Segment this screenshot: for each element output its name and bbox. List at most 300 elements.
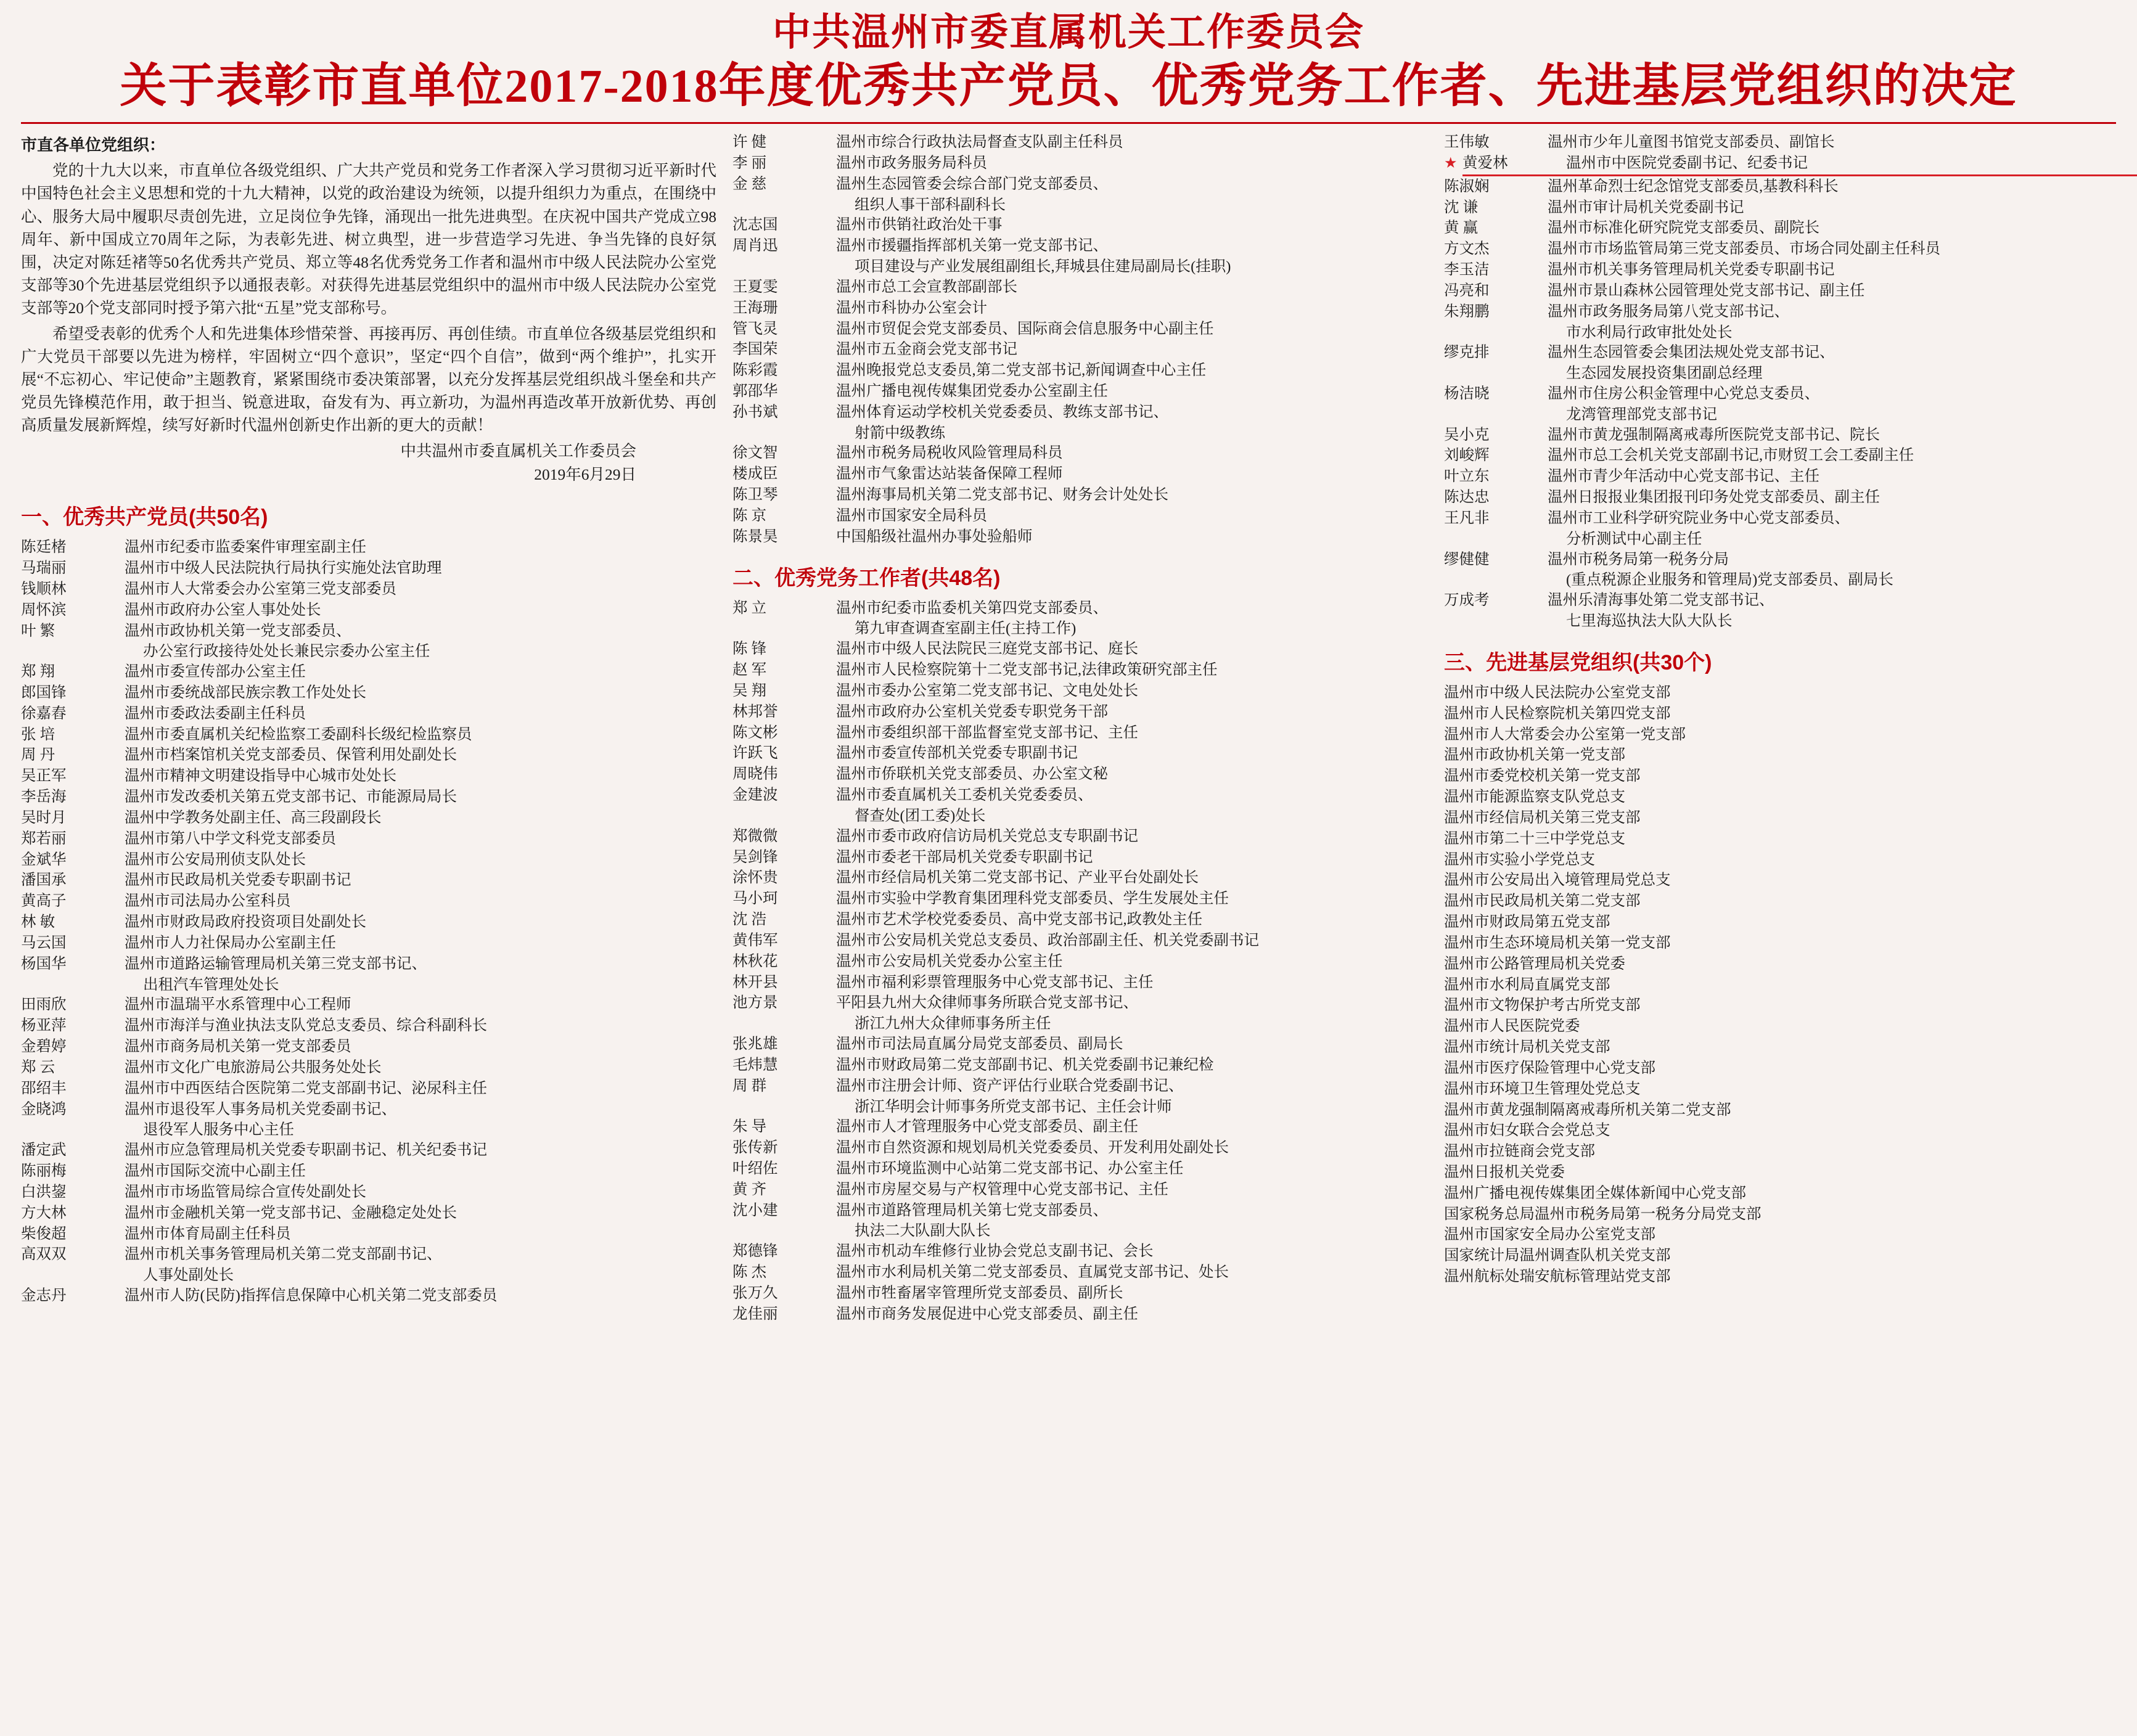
list-item [21, 600, 716, 621]
list-item [1444, 1205, 2137, 1225]
person-desc: 温州市机关事务管理局机关党委专职副书记 [1548, 261, 1835, 279]
list-item [732, 1242, 1428, 1262]
list-item [21, 1079, 716, 1099]
person-desc-line2: 七里海巡执法大队大队长 [1566, 613, 1733, 630]
person-desc: 温州市应急管理局机关党委专职副书记、机关纪委书记 [125, 1142, 487, 1159]
person-name: 金晓鸿 [21, 1100, 67, 1118]
person-desc-line2: 人事处副处长 [143, 1267, 234, 1284]
list-excellent-party-members-part1 [21, 538, 716, 1306]
org-name: 温州广播电视传媒集团全媒体新闻中心党支部 [1444, 1184, 1746, 1202]
list-item [732, 702, 1428, 723]
person-name: 邵绍丰 [21, 1079, 67, 1097]
org-name: 温州市拉链商会党支部 [1444, 1143, 1595, 1160]
person-desc: 温州市青少年活动中心党支部书记、主任 [1548, 468, 1819, 485]
list-item [1444, 933, 2137, 954]
person-name: 方大林 [21, 1204, 67, 1221]
person-desc: 温州市景山森林公园管理处党支部书记、副主任 [1548, 282, 1865, 299]
person-name: 林 敏 [21, 914, 55, 931]
person-desc: 温州市实验中学教育集团理科党支部委员、学生发展处主任 [836, 890, 1229, 907]
person-name: 叶立东 [1444, 468, 1490, 485]
list-item [1444, 829, 2137, 850]
list-item [732, 485, 1428, 506]
person-desc: 温州市文化广电旅游局公共服务处处长 [125, 1058, 382, 1076]
column-2 [732, 133, 1428, 1325]
list-item [732, 1138, 1428, 1158]
person-name: 陈淑娴 [1444, 178, 1490, 195]
person-name: 金建波 [732, 787, 778, 804]
list-item [1444, 198, 2137, 218]
person-name: 徐嘉舂 [21, 705, 67, 722]
list-item [732, 827, 1428, 847]
list-item [732, 952, 1428, 972]
list-item [1444, 1121, 2137, 1141]
list-item [21, 1161, 716, 1182]
person-desc: 温州市人大常委会办公室第三党支部委员 [125, 580, 396, 597]
person-desc: 温州市科协办公室会计 [836, 299, 987, 316]
list-item [21, 891, 716, 912]
person-desc: 温州市注册会计师、资产评估行业联合党委副书记、 [836, 1077, 1184, 1094]
org-name: 温州市民政局机关第二党支部 [1444, 893, 1641, 910]
list-item [732, 464, 1428, 485]
person-desc: 温州市侨联机关党支部委员、办公室文秘 [836, 766, 1108, 783]
list-item [732, 340, 1428, 360]
person-name: 郑若丽 [21, 830, 67, 847]
org-name: 温州市实验小学党总支 [1444, 851, 1595, 868]
title-line-1: 中共温州市委直属机关工作委员会 [772, 12, 1364, 54]
list-item [732, 1076, 1428, 1097]
list-item [1444, 1225, 2137, 1245]
list-item [1444, 745, 2137, 766]
person-name: 金斌华 [21, 851, 67, 868]
person-desc: 温州市税务局第一税务分局 [1548, 551, 1729, 568]
person-name: 缪克排 [1444, 344, 1490, 361]
person-desc: 温州晚报党总支委员,第二党支部书记,新闻调查中心主任 [836, 362, 1207, 379]
list-item [21, 538, 716, 558]
person-desc: 温州市黄龙强制隔离戒毒所医院党支部书记、院长 [1548, 426, 1880, 443]
column-1 [21, 133, 716, 1307]
org-name: 温州市公安局出入境管理局党总支 [1444, 872, 1671, 889]
list-item [21, 912, 716, 933]
person-name: 黄高子 [21, 893, 67, 910]
person-name: 冯亮和 [1444, 282, 1490, 299]
person-name: 张兆雄 [732, 1036, 778, 1053]
person-name: 缪健健 [1444, 551, 1490, 568]
person-name: 陈达忠 [1444, 489, 1490, 506]
person-desc: 温州市总工会机关党支部副书记,市财贸工会工委副主任 [1548, 447, 1914, 464]
person-name: 郭邵华 [732, 383, 778, 399]
person-desc: 温州市援疆指挥部机关第一党支部书记、 [836, 237, 1108, 255]
person-desc: 温州市标准化研究院党支部委员、副院长 [1548, 219, 1819, 237]
person-name: 王夏雯 [732, 278, 778, 295]
list-item [1444, 281, 2137, 301]
person-desc: 温州市机动车维修行业协会党总支副书记、会长 [836, 1243, 1154, 1260]
person-desc-line2: 浙江九州大众律师事务所主任 [855, 1015, 1051, 1033]
person-desc: 温州市温瑞平水系管理中心工程师 [125, 996, 351, 1013]
person-desc: 温州市经信局机关第二党支部书记、产业平台处副处长 [836, 869, 1199, 886]
list-item [21, 1058, 716, 1078]
list-item [732, 1180, 1428, 1200]
person-name: 吴小克 [1444, 426, 1490, 443]
list-item [732, 319, 1428, 340]
person-desc: 温州市总工会宣教部副部长 [836, 278, 1017, 295]
person-name: 李岳海 [21, 788, 67, 806]
org-name: 温州市统计局机关党支部 [1444, 1039, 1610, 1056]
person-desc: 温州市委办公室第二党支部书记、文电处处长 [836, 682, 1138, 699]
person-desc: 温州市五金商会党支部书记 [836, 341, 1017, 358]
section-heading-3: 三、先进基层党组织(共30个) [1444, 650, 1712, 674]
list-item [21, 1245, 716, 1265]
section-heading-1: 一、优秀共产党员(共50名) [21, 506, 268, 530]
person-name: 毛炜慧 [732, 1056, 778, 1073]
person-desc-line2: (重点税源企业服务和管理局)党支部委员、副局长 [1566, 571, 1893, 589]
person-desc: 温州市纪委市监委机关第四党支部委员、 [836, 599, 1108, 616]
person-desc: 温州市发改委机关第五党支部书记、市能源局局长 [125, 788, 457, 806]
person-name: 叶绍佐 [732, 1160, 778, 1177]
person-desc: 温州市中级人民法院执行局执行实施处法官助理 [125, 560, 442, 577]
list-item [732, 527, 1428, 547]
person-name: 马瑞丽 [21, 560, 67, 577]
document-title [21, 11, 2116, 113]
list-item [1444, 177, 2137, 197]
org-name: 温州市委党校机关第一党支部 [1444, 768, 1641, 785]
person-name: 叶 繁 [21, 622, 55, 639]
list-item [1444, 683, 2137, 703]
list-item [21, 1286, 716, 1306]
org-name: 温州市生态环境局机关第一党支部 [1444, 934, 1671, 951]
person-name: 黄爱林 [1462, 154, 1566, 176]
person-name: 钱顺林 [21, 580, 67, 597]
section-heading-2: 二、优秀党务工作者(共48名) [732, 566, 1001, 590]
person-desc: 温州市委直属机关纪检监察工委副科长级纪检监察员 [125, 726, 472, 743]
person-name: 陈景昊 [732, 528, 778, 545]
person-desc-line2: 市水利局行政审批处处长 [1566, 324, 1733, 341]
list-advanced-party-organizations [1444, 683, 2137, 1287]
list-item [732, 443, 1428, 464]
person-desc: 温州市委老干部局机关党委专职副书记 [836, 848, 1093, 866]
title-line-2: 关于表彰市直单位2017-2018年度优秀共产党员、优秀党务工作者、先进基层党组织的决定 [120, 60, 2017, 112]
person-name: 周晓伟 [732, 766, 778, 783]
person-name: 陈廷楮 [21, 539, 67, 556]
list-item [21, 787, 716, 808]
list-item [732, 154, 1428, 174]
person-desc: 温州革命烈士纪念馆党支部委员,基教科科长 [1548, 178, 1839, 195]
list-item [1444, 591, 2137, 611]
person-desc: 温州市税务局税收风险管理局科员 [836, 444, 1063, 462]
list-item [732, 133, 1428, 153]
person-desc: 温州市委市政府信访局机关党总支专职副书记 [836, 827, 1138, 845]
org-name: 温州市环境卫生管理处党总支 [1444, 1080, 1641, 1097]
list-item [1444, 1017, 2137, 1037]
signature-org: 中共温州市委直属机关工作委员会 [400, 441, 636, 460]
person-name: 金志丹 [21, 1287, 67, 1304]
list-item [732, 639, 1428, 660]
person-desc: 温州日报报业集团报刊印务处党支部委员、副主任 [1548, 489, 1880, 506]
list-item [732, 1263, 1428, 1283]
org-name: 温州市中级人民法院办公室党支部 [1444, 684, 1671, 701]
person-desc: 温州市贸促会党支部委员、国际商会信息服务中心副主任 [836, 320, 1214, 337]
org-name: 温州市公路管理局机关党委 [1444, 955, 1625, 972]
list-item [1444, 704, 2137, 724]
person-desc-line2: 督查处(团工委)处长 [855, 807, 986, 824]
column-3 [1444, 133, 2137, 1288]
list-item [1444, 766, 2137, 787]
person-desc-line2: 第九审查调查室副主任(主持工作) [855, 620, 1077, 637]
list-item [732, 993, 1428, 1013]
person-name: 李玉洁 [1444, 261, 1490, 279]
list-item [732, 889, 1428, 909]
org-name: 温州市财政局第五党支部 [1444, 914, 1610, 931]
list-item [732, 743, 1428, 764]
person-desc-line2: 执法二大队副大队长 [855, 1222, 991, 1240]
person-name: 王海珊 [732, 299, 778, 316]
person-desc: 温州乐清海事处第二党支部书记、 [1548, 592, 1774, 609]
person-desc: 温州市房屋交易与产权管理中心党支部书记、主任 [836, 1181, 1168, 1198]
org-name: 温州市人民医院党委 [1444, 1018, 1580, 1035]
org-name: 温州市医疗保险管理中心党支部 [1444, 1059, 1655, 1076]
person-desc: 温州市市场监管局综合宣传处副处长 [125, 1183, 366, 1200]
list-item [732, 723, 1428, 743]
person-desc: 温州市纪委市监委案件审理室副主任 [125, 539, 366, 556]
person-name: 涂怀贵 [732, 869, 778, 886]
person-desc: 温州市国家安全局科员 [836, 507, 987, 524]
person-desc-line2: 射箭中级教练 [855, 424, 945, 441]
person-name: 周 群 [732, 1077, 767, 1094]
list-item [1444, 425, 2137, 446]
person-desc: 温州市工业科学研究院业务中心党支部委员、 [1548, 509, 1850, 526]
person-desc: 温州市公安局机关党总支委员、政治部副主任、机关党委副书记 [836, 931, 1259, 949]
person-desc: 温州生态园管委会综合部门党支部委员、 [836, 175, 1108, 192]
person-desc: 温州市政务服务局第八党支部书记、 [1548, 303, 1789, 320]
person-name: 林邦誉 [732, 703, 778, 720]
list-item [1444, 239, 2137, 260]
person-name: 林开县 [732, 973, 778, 991]
person-desc: 温州市艺术学校党委委员、高中党支部书记,政教处主任 [836, 911, 1203, 928]
list-item [21, 745, 716, 766]
list-item [1444, 1246, 2137, 1266]
person-desc: 温州生态园管委会集团法规处党支部书记、 [1548, 344, 1835, 361]
person-desc: 温州市司法局办公室科员 [125, 893, 291, 910]
list-item [1444, 1142, 2137, 1162]
person-desc: 温州市财政局第二党支部副书记、机关党委副书记兼纪检 [836, 1056, 1214, 1073]
list-item [21, 559, 716, 579]
person-desc: 温州市机关事务管理局机关第二党支部副书记、 [125, 1246, 442, 1263]
person-desc-line2: 生态园发展投资集团副总经理 [1566, 365, 1763, 382]
list-item [21, 933, 716, 954]
person-desc: 温州市退役军人事务局机关党委副书记、 [125, 1100, 396, 1118]
list-item [1444, 787, 2137, 808]
person-desc: 温州市人民检察院第十二党支部书记,法律政策研究部主任 [836, 661, 1218, 679]
person-desc: 温州市委宣传部机关党委专职副书记 [836, 745, 1078, 762]
list-item [1444, 808, 2137, 829]
list-item [1444, 1079, 2137, 1100]
person-name: 陈卫琴 [732, 486, 778, 504]
list-excellent-party-members-part2 [732, 133, 1428, 547]
person-desc: 温州市民政局机关党委专职副书记 [125, 872, 351, 889]
person-name: 龙佳丽 [732, 1305, 778, 1322]
person-desc: 温州市委政法委副主任科员 [125, 705, 306, 722]
person-name: 楼成臣 [732, 465, 778, 483]
list-item [732, 1055, 1428, 1076]
list-item [21, 1140, 716, 1161]
person-name: 许 健 [732, 134, 767, 151]
person-desc: 温州市福利彩票管理服务中心党支部书记、主任 [836, 973, 1154, 991]
list-item [1444, 467, 2137, 487]
person-name: 金碧婷 [21, 1038, 67, 1055]
person-name: 潘定武 [21, 1142, 67, 1159]
person-name: 陈丽梅 [21, 1163, 67, 1180]
list-item [21, 1224, 716, 1245]
list-excellent-party-workers [732, 599, 1428, 1325]
list-item [21, 954, 716, 975]
list-item [732, 403, 1428, 423]
person-name: 陈 京 [732, 507, 767, 524]
person-name: 朱翔鹏 [1444, 303, 1490, 320]
person-desc: 温州市财政局政府投资项目处副处长 [125, 914, 366, 931]
person-desc: 温州市少年儿童图书馆党支部委员、副馆长 [1548, 134, 1835, 151]
star-icon: ★ [1444, 155, 1458, 171]
person-name: 许跃飞 [732, 745, 778, 762]
org-name: 温州市能源监察支队党总支 [1444, 788, 1625, 806]
org-name: 温州市人民检察院机关第四党支部 [1444, 705, 1671, 722]
person-desc-line2: 退役军人服务中心主任 [143, 1121, 294, 1139]
list-excellent-party-workers-part2 [1444, 133, 2137, 632]
org-name: 温州市经信局机关第三党支部 [1444, 809, 1641, 826]
content-columns [21, 133, 2116, 1325]
person-desc: 温州海事局机关第二党支部书记、财务会计处处长 [836, 486, 1168, 504]
intro-paragraph-2: 希望受表彰的优秀个人和先进集体珍惜荣誉、再接再厉、再创佳绩。市直单位各级基层党组织和广大党员干部要以先进为榜样，牢固树立“四个意识”，坚定“四个自信”，做到“两个维护”，扎实开展“不忘初心、牢记使命”主题教育，紧紧围绕市委决策部署，以充分发挥基层党组织战斗堡垒和共产党员先锋模范作用，敢于担当、锐意进取，奋发有为、再立新功，为温州再造改革开放新优势、再创高质量发展新辉煌，续写好新时代温州创新史作出新的更大的贡献！ [21, 324, 716, 435]
person-name: 杨国华 [21, 955, 67, 972]
list-item [732, 174, 1428, 195]
list-item [21, 621, 716, 642]
person-name: 王伟敏 [1444, 134, 1490, 151]
person-desc: 温州市政府办公室人事处处长 [125, 601, 321, 618]
person-name: 吴 翔 [732, 682, 767, 699]
list-item [1444, 850, 2137, 870]
person-desc: 温州市道路运输管理局机关第三党支部书记、 [125, 955, 427, 972]
list-item [21, 1100, 716, 1120]
person-name: 黄 赢 [1444, 219, 1479, 237]
list-item [1444, 996, 2137, 1016]
person-name: 徐文智 [732, 444, 778, 462]
person-desc: 温州市商务局机关第一党支部委员 [125, 1038, 351, 1055]
person-desc-line2: 浙江华明会计师事务所党支部书记、主任会计师 [855, 1098, 1172, 1115]
list-item [21, 683, 716, 703]
person-desc: 温州市中级人民法院民三庭党支部书记、庭长 [836, 641, 1138, 658]
list-item [732, 599, 1428, 619]
org-name: 温州市政协机关第一党支部 [1444, 747, 1625, 764]
list-item [21, 662, 716, 682]
person-name: 金 慈 [732, 175, 767, 192]
person-desc: 温州市公安局刑侦支队处长 [125, 851, 306, 868]
person-name: 周 丹 [21, 747, 55, 764]
person-name: 郎国锋 [21, 684, 67, 701]
person-name: 柴俊超 [21, 1225, 67, 1242]
signature-date: 2019年6月29日 [534, 465, 636, 483]
list-item [732, 1159, 1428, 1179]
list-item [21, 808, 716, 829]
org-name: 国家统计局温州调查队机关党支部 [1444, 1247, 1671, 1264]
list-item [21, 870, 716, 891]
person-desc: 温州中学教务处副主任、高三段副段长 [125, 809, 382, 826]
person-desc: 温州市中医院党委副书记、纪委书记 [1566, 154, 2137, 176]
person-name: 马云国 [21, 934, 67, 951]
person-desc: 温州市牲畜屠宰管理所党支部委员、副所长 [836, 1284, 1123, 1301]
list-item [732, 236, 1428, 256]
list-item [732, 1201, 1428, 1221]
list-item [1444, 488, 2137, 508]
signature-block [21, 440, 716, 487]
list-item [1444, 509, 2137, 529]
list-item [1444, 725, 2137, 745]
intro-paragraph-1: 党的十九大以来，市直单位各级党组织、广大共产党员和党务工作者深入学习贯彻习近平新时代中国特色社会主义思想和党的十九大精神，以党的政治建设为统领，以提升组织力为重点，在围绕中心、服务大局中履职尽责创先进，立足岗位争先锋，涌现出一批先进典型。在庆祝中国共产党成立98周年、新中国成立70周年之际，为表彰先进、树立典型，进一步营造学习先进、争当先锋的良好氛围，决定对陈廷褚等50名优秀共产党员、郑立等48名优秀党务工作者和温州市中级人民法院办公室党支部等30个先进基层党组织予以通报表彰。对获得先进基层党组织中的温州市中级人民法院办公室党支部等20个党支部同时授予第六批“五星”党支部称号。 [21, 162, 716, 317]
person-desc: 温州市海洋与渔业执法支队党总支委员、综合科副科长 [125, 1017, 487, 1034]
list-item [1444, 1100, 2137, 1121]
list-item [1444, 891, 2137, 912]
list-item [732, 1284, 1428, 1304]
person-desc: 温州市政务服务局科员 [836, 154, 987, 171]
person-desc: 温州市政协机关第一党支部委员、 [125, 622, 351, 639]
list-item [1444, 260, 2137, 280]
list-item [21, 1182, 716, 1203]
person-desc: 温州市自然资源和规划局机关党委委员、开发利用处副处长 [836, 1139, 1229, 1157]
person-desc: 温州市体育局副主任科员 [125, 1225, 291, 1242]
person-name: 管飞灵 [732, 320, 778, 337]
person-desc: 温州市水利局机关第二党支部委员、直属党支部书记、处长 [836, 1264, 1229, 1281]
list-item [1444, 954, 2137, 975]
list-item [732, 361, 1428, 381]
person-name: 张传新 [732, 1139, 778, 1157]
person-name: 陈 锋 [732, 641, 767, 658]
person-name: 郑 立 [732, 599, 767, 616]
list-item [1444, 384, 2137, 404]
person-desc: 温州市住房公积金管理中心党总支委员、 [1548, 385, 1819, 402]
person-name: 杨洁晓 [1444, 385, 1490, 402]
person-name: 郑微微 [732, 827, 778, 845]
person-name: 杨亚萍 [21, 1017, 67, 1034]
person-desc: 温州市司法局直属分局党支部委员、副局长 [836, 1036, 1123, 1053]
person-desc: 温州体育运动学校机关党委委员、教练支部书记、 [836, 403, 1168, 420]
org-name: 温州市水利局直属党支部 [1444, 976, 1610, 993]
person-desc-line2: 项目建设与产业发展组副组长,拜城县住建局副局长(挂职) [855, 258, 1231, 276]
person-name: 吴时月 [21, 809, 67, 826]
person-desc: 温州市综合行政执法局督查支队副主任科员 [836, 134, 1123, 151]
person-name: 陈 杰 [732, 1264, 767, 1281]
list-item [21, 766, 716, 787]
person-name: 郑 云 [21, 1058, 55, 1076]
person-desc: 温州市道路管理局机关第七党支部委员、 [836, 1202, 1108, 1219]
person-name: 郑 翔 [21, 663, 55, 681]
person-desc: 温州市人才管理服务中心党支部委员、副主任 [836, 1118, 1138, 1136]
person-name: 田雨欣 [21, 996, 67, 1013]
person-name: 李国荣 [732, 341, 778, 358]
person-name: 马小珂 [732, 890, 778, 907]
person-desc: 温州市委直属机关工委机关党委委员、 [836, 787, 1093, 804]
person-desc: 温州市第八中学文科党支部委员 [125, 830, 336, 847]
list-item [1444, 218, 2137, 239]
list-item [1444, 446, 2137, 466]
person-name: 吴正军 [21, 768, 67, 785]
list-item [732, 382, 1428, 402]
list-item [732, 277, 1428, 298]
person-name: 郑德锋 [732, 1243, 778, 1260]
org-name: 温州市文物保护考古所党支部 [1444, 997, 1641, 1014]
list-item [21, 579, 716, 600]
person-name: 周肖迅 [732, 237, 778, 255]
person-name: 周怀滨 [21, 601, 67, 618]
list-item [21, 1203, 716, 1224]
person-name: 陈彩霞 [732, 362, 778, 379]
person-name: 赵 军 [732, 661, 767, 679]
